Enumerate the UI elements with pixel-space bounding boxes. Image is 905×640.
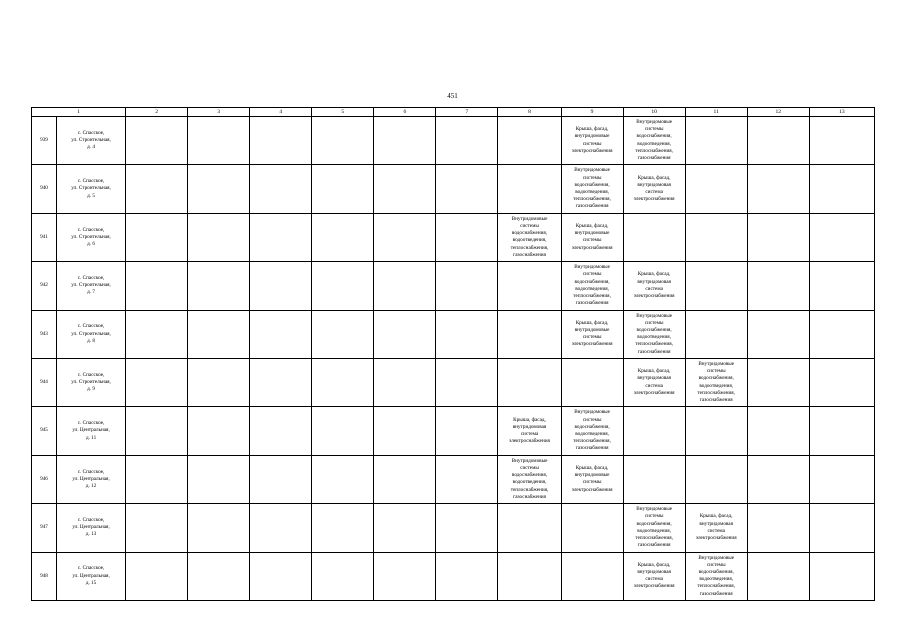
cell-line: с. Спасское, (77, 420, 105, 427)
cell-line: системы (706, 561, 726, 568)
empty-cell (374, 117, 436, 165)
empty-cell (374, 407, 436, 455)
table-row (32, 358, 875, 406)
table-row (32, 165, 875, 213)
cell-line: Крыша, фасад, (637, 368, 671, 375)
empty-cell (436, 310, 498, 358)
cell-line: с. Спасское, (77, 371, 105, 378)
header-row (32, 108, 875, 117)
empty-cell (188, 213, 250, 261)
cell-line: ул. Строительная, (71, 330, 111, 337)
cell-line: системы (582, 271, 602, 278)
empty-cell (809, 262, 874, 310)
empty-cell (436, 213, 498, 261)
cell-line: система (707, 527, 725, 534)
empty-cell (250, 552, 312, 600)
cell-line: с. Спасское, (77, 226, 105, 233)
table-row (32, 262, 875, 310)
cell-line: Крыша, фасад, (575, 465, 609, 472)
empty-cell (374, 552, 436, 600)
column-header: 10 (623, 108, 685, 117)
cell-line: электроснабжения (571, 486, 613, 493)
cell-line: газоснабжения (637, 542, 671, 549)
empty-cell (312, 117, 374, 165)
cell-line: внутридомовые (574, 472, 610, 479)
page-number: 451 (447, 92, 458, 100)
work-type-cell (685, 407, 747, 455)
cell-line: системы (582, 416, 602, 423)
cell-line: ул. Строительная, (71, 282, 111, 289)
cell-line: газоснабжения (699, 590, 733, 597)
work-type-cell (623, 552, 685, 600)
cell-line: водоотведения, (699, 382, 734, 389)
empty-cell (436, 504, 498, 552)
work-type-cell (685, 213, 747, 261)
cell-line: система (645, 189, 663, 196)
column-header: 12 (747, 108, 809, 117)
cell-line: д. 12 (85, 483, 97, 490)
cell-line: электроснабжения (695, 535, 737, 542)
empty-cell (809, 552, 874, 600)
cell-line: Крыша, фасад, (575, 126, 609, 133)
work-type-cell (561, 358, 623, 406)
cell-line: системы (644, 319, 664, 326)
cell-line: Внутридомовые (636, 506, 673, 513)
empty-cell (126, 310, 188, 358)
empty-cell (747, 552, 809, 600)
cell-line: д. 13 (85, 531, 97, 538)
row-number-cell: 946 (32, 455, 57, 503)
address-cell (57, 165, 126, 213)
cell-line: теплоснабжения, (510, 244, 549, 251)
cell-line: д. 6 (87, 241, 95, 248)
cell-line: система (645, 576, 663, 583)
cell-line: ул. Центральная, (72, 427, 110, 434)
row-number-cell: 943 (32, 310, 57, 358)
work-type-cell (561, 213, 623, 261)
cell-line: Крыша, фасад, (637, 561, 671, 568)
cell-line: Крыша, фасад, (637, 174, 671, 181)
empty-cell (374, 262, 436, 310)
cell-line: д. 5 (87, 192, 95, 199)
cell-line: газоснабжения (575, 203, 609, 210)
work-type-cell (498, 262, 561, 310)
cell-line: газоснабжения (699, 397, 733, 404)
empty-cell (126, 504, 188, 552)
cell-line: Крыша, фасад, (699, 513, 733, 520)
cell-line: с. Спасское, (77, 468, 105, 475)
address-cell (57, 262, 126, 310)
empty-cell (747, 310, 809, 358)
work-type-cell (498, 310, 561, 358)
cell-line: электроснабжения (509, 438, 550, 445)
cell-line: электроснабжения (633, 293, 675, 300)
cell-line: системы (644, 126, 664, 133)
work-type-cell (498, 165, 561, 213)
empty-cell (809, 165, 874, 213)
cell-line: электроснабжения (633, 583, 675, 590)
empty-cell (126, 117, 188, 165)
empty-cell (188, 504, 250, 552)
cell-line: ул. Строительная, (71, 137, 111, 144)
empty-cell (436, 262, 498, 310)
cell-line: водоснабжения, (698, 375, 734, 382)
address-cell (57, 358, 126, 406)
empty-cell (747, 165, 809, 213)
address-cell (57, 117, 126, 165)
empty-cell (809, 213, 874, 261)
cell-line: теплоснабжения, (635, 147, 673, 154)
cell-line: водоснабжения, (636, 520, 672, 527)
empty-cell (809, 117, 874, 165)
empty-cell (188, 165, 250, 213)
work-type-cell (498, 117, 561, 165)
empty-cell (250, 165, 312, 213)
column-header: 9 (561, 108, 623, 117)
empty-cell (188, 117, 250, 165)
register-table (31, 107, 875, 601)
empty-cell (250, 213, 312, 261)
cell-line: Внутридомовые (511, 457, 548, 464)
empty-cell (250, 455, 312, 503)
cell-line: газоснабжения (637, 348, 671, 355)
cell-line: д. 9 (87, 386, 95, 393)
table-row (32, 504, 875, 552)
empty-cell (250, 310, 312, 358)
cell-line: водоотведения, (575, 285, 609, 292)
work-type-cell (498, 213, 561, 261)
empty-cell (374, 213, 436, 261)
empty-cell (747, 213, 809, 261)
empty-cell (747, 358, 809, 406)
cell-line: система (645, 382, 663, 389)
empty-cell (126, 552, 188, 600)
cell-line: Крыша, фасад, (637, 271, 671, 278)
address-cell (57, 552, 126, 600)
empty-cell (436, 165, 498, 213)
empty-cell (436, 358, 498, 406)
work-type-cell (498, 504, 561, 552)
cell-line: водоснабжения, (698, 569, 734, 575)
cell-line: водоотведения, (637, 334, 671, 341)
cell-line: системы (582, 479, 602, 486)
cell-line: система (645, 285, 663, 292)
empty-cell (809, 358, 874, 406)
work-type-cell (685, 504, 747, 552)
cell-line: д. 7 (87, 289, 95, 296)
empty-cell (188, 358, 250, 406)
cell-line: электроснабжения (571, 244, 613, 251)
cell-line: ул. Центральная, (72, 524, 110, 531)
work-type-cell (623, 262, 685, 310)
cell-line: Внутридомовые (636, 119, 673, 126)
cell-line: Крыша, фасад, (575, 223, 609, 230)
empty-cell (312, 455, 374, 503)
cell-line: д. 11 (85, 434, 97, 441)
work-type-cell (685, 455, 747, 503)
address-cell (57, 213, 126, 261)
work-type-cell (623, 310, 685, 358)
cell-line: электроснабжения (571, 147, 613, 154)
work-type-cell (685, 552, 747, 600)
work-type-cell (623, 213, 685, 261)
column-header: 13 (809, 108, 874, 117)
cell-line: Крыша, фасад, (513, 416, 546, 423)
cell-line: газоснабжения (513, 251, 546, 258)
table-row (32, 310, 875, 358)
cell-line: система (520, 431, 539, 438)
empty-cell (374, 358, 436, 406)
cell-line: теплоснабжения, (697, 583, 735, 590)
empty-cell (188, 310, 250, 358)
cell-line: водоснабжения, (636, 133, 672, 140)
row-number-cell: 947 (32, 504, 57, 552)
address-cell (57, 310, 126, 358)
address-cell (57, 407, 126, 455)
empty-cell (312, 358, 374, 406)
row-number-cell: 945 (32, 407, 57, 455)
empty-cell (809, 504, 874, 552)
cell-line: внутридомовая (637, 375, 671, 382)
work-type-cell (623, 165, 685, 213)
cell-line: водоотведения, (637, 140, 671, 147)
cell-line: д. 15 (85, 579, 97, 586)
cell-line: внутридомовая (637, 181, 671, 188)
cell-line: внутридомовая (699, 520, 733, 527)
column-header: 1 (32, 108, 126, 117)
work-type-cell (561, 117, 623, 165)
cell-line: газоснабжения (575, 300, 609, 307)
empty-cell (436, 455, 498, 503)
empty-cell (250, 262, 312, 310)
address-cell (57, 504, 126, 552)
cell-line: системы (706, 368, 726, 375)
empty-cell (126, 358, 188, 406)
empty-cell (809, 455, 874, 503)
table-row (32, 455, 875, 503)
work-type-cell (561, 310, 623, 358)
cell-line: водоснабжения, (574, 278, 610, 285)
empty-cell (250, 358, 312, 406)
table-row (32, 407, 875, 455)
table-row (32, 117, 875, 165)
cell-line: водоотведения, (575, 431, 609, 438)
column-header: 4 (250, 108, 312, 117)
empty-cell (126, 165, 188, 213)
work-type-cell (498, 358, 561, 406)
cell-line: Внутридомовые (574, 264, 610, 271)
cell-line: с. Спасское, (77, 323, 105, 330)
cell-line: внутридомовая (512, 423, 547, 430)
cell-line: Внутридомовые (574, 167, 610, 174)
cell-line: ул. Строительная, (71, 379, 111, 386)
empty-cell (436, 552, 498, 600)
column-header: 2 (126, 108, 188, 117)
cell-line: Внутридомовые (511, 215, 548, 222)
empty-cell (809, 310, 874, 358)
cell-line: водоснабжения, (574, 181, 610, 188)
column-header: 3 (188, 108, 250, 117)
work-type-cell (685, 165, 747, 213)
cell-line: системы (644, 513, 664, 520)
cell-line: водоотведения, (575, 189, 609, 196)
cell-line: ул. Центральная, (72, 475, 110, 482)
cell-line: внутридомовые (574, 230, 610, 237)
empty-cell (312, 165, 374, 213)
empty-cell (374, 310, 436, 358)
cell-line: водоотведения, (637, 527, 671, 534)
work-type-cell (685, 262, 747, 310)
cell-line: внутридомовая (637, 278, 671, 285)
row-number-cell: 948 (32, 552, 57, 600)
cell-line: электроснабжения (633, 389, 675, 396)
cell-line: водоснабжения, (636, 327, 672, 334)
empty-cell (312, 213, 374, 261)
cell-line: Крыша, фасад, (575, 319, 609, 326)
cell-line: системы (582, 140, 602, 147)
cell-line: водоотведения, (512, 479, 547, 486)
table-row (32, 552, 875, 600)
column-header: 8 (498, 108, 561, 117)
empty-cell (809, 407, 874, 455)
row-number-cell: 942 (32, 262, 57, 310)
empty-cell (188, 455, 250, 503)
cell-line: с. Спасское, (77, 275, 105, 282)
work-type-cell (561, 262, 623, 310)
cell-line: Внутридомовые (698, 554, 735, 561)
empty-cell (312, 504, 374, 552)
cell-line: Внутридомовые (574, 409, 610, 416)
column-header: 5 (312, 108, 374, 117)
empty-cell (312, 552, 374, 600)
cell-line: с. Спасское, (77, 178, 105, 185)
work-type-cell (623, 504, 685, 552)
cell-line: газоснабжения (513, 493, 546, 500)
work-type-cell (623, 407, 685, 455)
empty-cell (312, 310, 374, 358)
work-type-cell (685, 358, 747, 406)
work-type-cell (498, 407, 561, 455)
empty-cell (126, 262, 188, 310)
cell-line: газоснабжения (637, 155, 671, 162)
cell-line: системы (582, 334, 602, 341)
cell-line: системы (520, 465, 539, 472)
cell-line: водоснабжения, (511, 230, 548, 237)
work-type-cell (498, 455, 561, 503)
work-type-cell (561, 552, 623, 600)
cell-line: с. Спасское, (77, 517, 105, 524)
cell-line: газоснабжения (575, 445, 609, 452)
column-header: 11 (685, 108, 747, 117)
work-type-cell (561, 165, 623, 213)
column-header: 7 (436, 108, 498, 117)
empty-cell (126, 455, 188, 503)
cell-line: с. Спасское, (77, 565, 105, 572)
work-type-cell (623, 358, 685, 406)
cell-line: д. 4 (87, 144, 95, 151)
empty-cell (188, 552, 250, 600)
address-cell (57, 455, 126, 503)
empty-cell (436, 407, 498, 455)
cell-line: системы (582, 174, 602, 181)
empty-cell (250, 117, 312, 165)
empty-cell (188, 262, 250, 310)
cell-line: электроснабжения (571, 341, 613, 348)
cell-line: теплоснабжения, (697, 389, 735, 396)
cell-line: водоснабжения, (574, 423, 610, 430)
table-row (32, 213, 875, 261)
cell-line: электроснабжения (633, 196, 675, 203)
work-type-cell (561, 407, 623, 455)
work-type-cell (561, 504, 623, 552)
empty-cell (374, 504, 436, 552)
work-type-cell (685, 117, 747, 165)
empty-cell (747, 262, 809, 310)
empty-cell (374, 165, 436, 213)
row-number-cell: 944 (32, 358, 57, 406)
cell-line: ул. Строительная, (71, 185, 111, 192)
empty-cell (188, 407, 250, 455)
cell-line: водоотведения, (512, 237, 547, 244)
empty-cell (747, 504, 809, 552)
work-type-cell (623, 455, 685, 503)
cell-line: теплоснабжения, (573, 293, 611, 300)
empty-cell (747, 455, 809, 503)
empty-cell (126, 407, 188, 455)
empty-cell (250, 504, 312, 552)
cell-line: ул. Центральная, (72, 572, 110, 579)
cell-line: д. 8 (87, 337, 95, 344)
cell-line: внутридомовые (574, 327, 610, 334)
cell-line: ул. Строительная, (71, 233, 111, 240)
cell-line: теплоснабжения, (635, 341, 673, 348)
empty-cell (747, 407, 809, 455)
empty-cell (374, 455, 436, 503)
cell-line: внутридомовые (574, 133, 610, 140)
work-type-cell (498, 552, 561, 600)
cell-line: системы (520, 223, 539, 230)
work-type-cell (623, 117, 685, 165)
cell-line: теплоснабжения, (635, 535, 673, 542)
empty-cell (250, 407, 312, 455)
cell-line: теплоснабжения, (510, 486, 549, 493)
empty-cell (747, 117, 809, 165)
cell-line: Внутридомовые (698, 361, 735, 368)
cell-line: водоотведения, (699, 576, 734, 583)
cell-line: Внутридомовые (636, 312, 673, 319)
row-number-cell: 940 (32, 165, 57, 213)
cell-line: системы (582, 237, 602, 244)
work-type-cell (561, 455, 623, 503)
empty-cell (126, 213, 188, 261)
cell-line: теплоснабжения, (573, 438, 611, 445)
empty-cell (312, 262, 374, 310)
cell-line: с. Спасское, (77, 129, 105, 136)
row-number-cell: 939 (32, 117, 57, 165)
row-number-cell: 941 (32, 213, 57, 261)
cell-line: теплоснабжения, (573, 196, 611, 203)
cell-line: водоснабжения, (511, 472, 548, 479)
empty-cell (312, 407, 374, 455)
empty-cell (436, 117, 498, 165)
cell-line: внутридомовая (637, 569, 671, 575)
work-type-cell (685, 310, 747, 358)
column-header: 6 (374, 108, 436, 117)
